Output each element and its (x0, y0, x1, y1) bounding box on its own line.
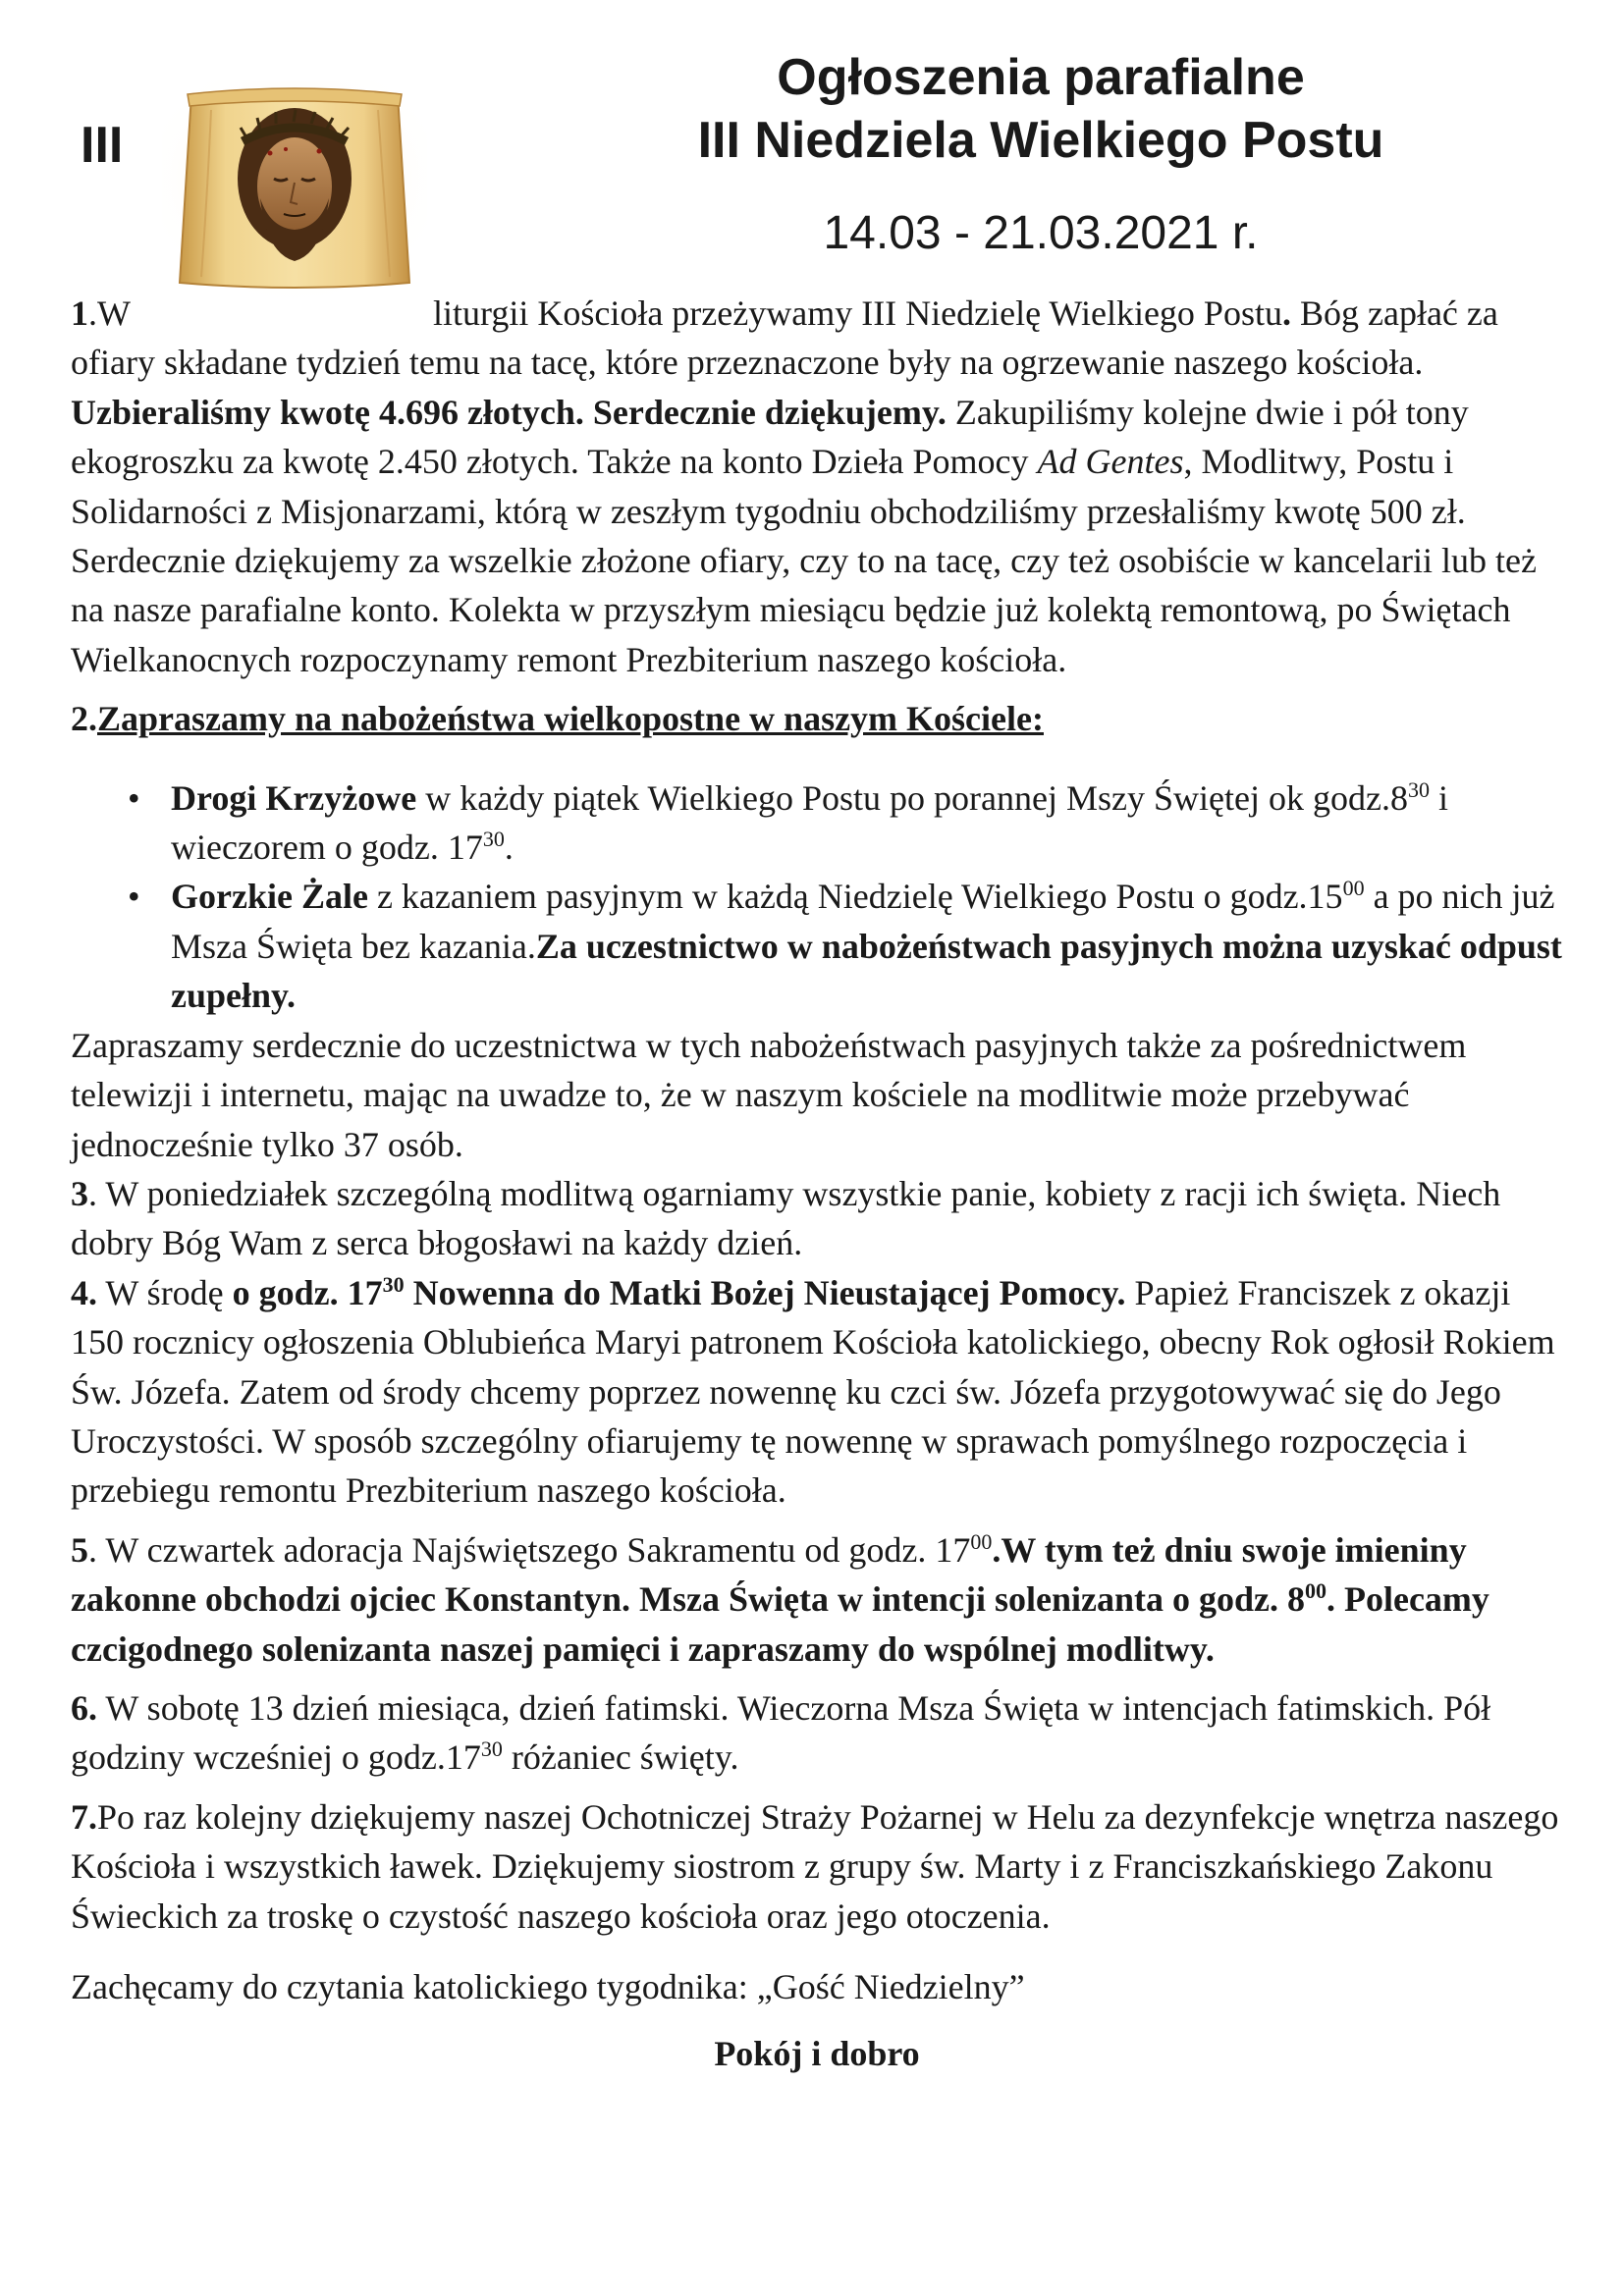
announcement-7: 7.Po raz kolejny dziękujemy naszej Ochotniczej Straży Pożarnej w Helu za dezynfekcje wnętrza naszego Kościoła i wszystkich ławek. Dziękujemy siostrom z grupy św. Marty i z Franciszkańskiego Zakonu Świeckich za troskę o czystość naszego kościoła oraz jego otoczenia. (71, 1796, 1559, 1936)
list-item: • Gorzkie Żale z kazaniem pasyjnym w każdą Niedzielę Wielkiego Postu o $godz.15^{00}$ a po nich już Msza Święta bez kazania.Za uczestnictwo w nabożeństwach pasyjnych można uzyskać odpust zupełny. (128, 876, 1562, 1016)
announcement-4: 4. W środę o godz. $17^{30}$ Nowenna do Matki Bożej Nieustającej Pomocy. Papież Franciszek z okazji 150 rocznicy ogłoszenia Oblubieńca Maryi patronem Kościoła katolickiego, obecny Rok ogłosił Rokiem Św. Józefa. Zatem od środy chcemy poprzez nowennę ku czci św. Józefa przygotowywać się do Jego Uroczystości. W sposób szczególny ofiarujemy tę nowennę w sprawach pomyślnego rozpoczęcia i przebiegu remontu Prezbiterium naszego kościoła. (71, 1271, 1555, 1511)
veil-of-veronica-icon (162, 80, 427, 298)
announcement-1: 1.W liturgii Kościoła przeżywamy III Niedzielę Wielkiego Postu. Bóg zapłać za ofiary składane tydzień temu na tacę, które przeznaczone były na ogrzewanie naszego kościoła. Uzbieraliśmy kwotę 4.696 złotych. Serdecznie dziękujemy. Zakupiliśmy kolejne dwie i pół tony ekogroszku za kwotę 2.450 złotych. Także na konto Dzieła Pomocy Ad Gentes, Modlitwy, Postu i Solidarności z Misjonarzami, którą w zeszłym tygodniu obchodziliśmy przesłaliśmy kwotę 500 zł. Serdecznie dziękujemy za wszelkie złożone ofiary, czy to na tacę, czy też osobiście w kancelarii lub też na nasze parafialne konto. Kolekta w przyszłym miesiącu będzie już kolektą remontową, po Świętach Wielkanocnych rozpoczynamy remont Prezbiterium naszego kościoła. (71, 294, 1537, 679)
page-subtitle: III Niedziela Wielkiego Postu (697, 112, 1384, 169)
service-list (71, 774, 1563, 1021)
closing-text: Zachęcamy do czytania katolickiego tygodnika: „Gość Niedzielny” (71, 1967, 1025, 2006)
announcement-6: 6. W sobotę 13 dzień miesiąca, dzień fatimski. Wieczorna Msza Święta w intencjach fatimskich. Pół godziny wcześniej o $godz.17^{30}$ różaniec święty. (71, 1687, 1491, 1778)
announcement-2-note: Zapraszamy serdecznie do uczestnictwa w tych nabożeństwach pasyjnych także za pośrednictwem telewizji i internetu, mając na uwadze to, że w naszym kościele na modlitwie może przebywać jednocześnie tylko 37 osób. (71, 1025, 1467, 1164)
roman-numeral: III (81, 117, 124, 174)
announcement-number: 1 (71, 294, 88, 333)
announcements-body (71, 289, 1563, 2079)
announcement-5: 5. W czwartek adoracja Najświętszego Sakramentu od godz. $17^{00}.W$ tym też dniu swoje imieniny zakonne obchodzi ojciec Konstantyn. Msza Święta w intencji solenizanta o godz. $8^{00}$. Polecamy czcigodnego solenizanta naszej pamięci i zapraszamy do wspólnej modlitwy. (71, 1528, 1489, 1669)
announcement-3: 3. W poniedziałek szczególną modlitwą ogarniamy wszystkie panie, kobiety z racji ich święta. Niech dobry Bóg Wam z serca błogosławi na każdy dzień. (71, 1173, 1501, 1263)
date-range: 14.03 - 21.03.2021 r. (823, 207, 1259, 259)
page-title: Ogłoszenia parafialne (777, 49, 1305, 106)
list-item: • Drogi Krzyżowe w każdy piątek Wielkiego Postu po porannej Mszy Świętej ok $godz.8^{30}$ i wieczorem o godz. $17^{30}$. (128, 776, 1448, 868)
signoff: Pokój i dobro (714, 2034, 920, 2074)
announcement-2-heading: 2.Zapraszamy na nabożeństwa wielkopostne w naszym Kościele: (71, 699, 1044, 739)
